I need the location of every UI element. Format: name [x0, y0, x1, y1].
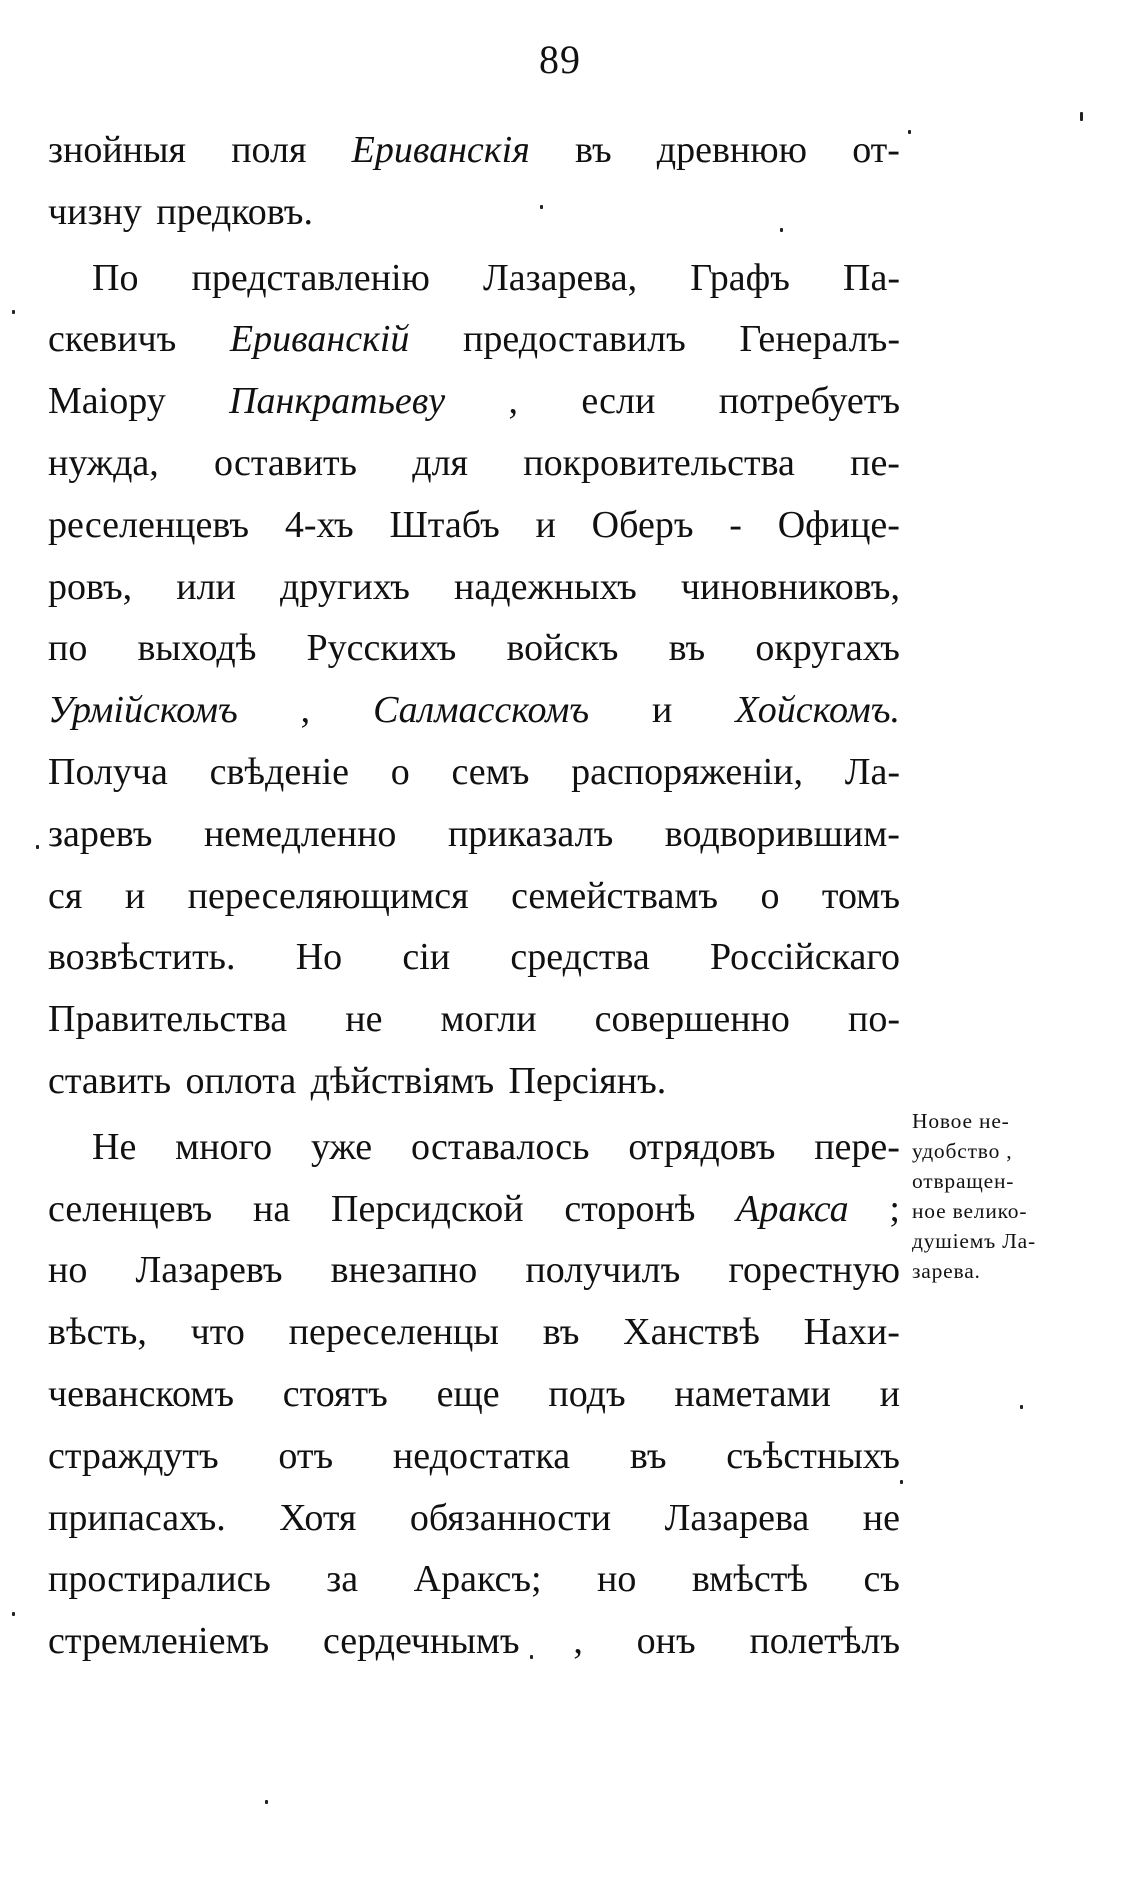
text-line [48, 495, 900, 557]
word: съѣстныхъ [726, 1434, 900, 1477]
word: Графъ [690, 256, 790, 299]
word: потребуетъ [718, 380, 900, 423]
text-line [48, 1240, 900, 1302]
text-line [48, 680, 900, 742]
print-speck [265, 1800, 268, 1804]
word: въ [542, 1311, 580, 1354]
word: войскъ [506, 627, 619, 670]
word: предоставилъ [463, 318, 686, 361]
word: или [176, 565, 236, 608]
word: внезапно [330, 1249, 478, 1292]
word: переселенцы [288, 1311, 499, 1354]
word: подъ [548, 1372, 626, 1415]
word: Персіянъ. [508, 1059, 667, 1102]
print-speck [780, 228, 783, 232]
word: обязанности [409, 1496, 612, 1539]
print-speck [900, 1480, 903, 1484]
word: Оберъ [591, 503, 694, 546]
word: и [879, 1372, 900, 1415]
word: полетѣлъ [749, 1620, 900, 1663]
word: Штабъ [389, 503, 500, 546]
word: семъ [451, 750, 530, 793]
italic-word: Ериванскій [229, 318, 410, 361]
word: за [326, 1558, 359, 1601]
word: покровительства [523, 441, 795, 484]
word: Лазаревъ [135, 1249, 283, 1292]
word: если [581, 380, 656, 423]
print-speck [1020, 1405, 1023, 1409]
word: Ханствѣ [623, 1311, 760, 1354]
word: свѣденіе [209, 750, 350, 793]
word: въ [668, 627, 706, 670]
margin-note-line: Новое не- [912, 1109, 1010, 1133]
word: ровъ, [48, 565, 133, 608]
word: томъ [821, 874, 900, 917]
text-line [48, 182, 900, 244]
word: уже [311, 1125, 373, 1168]
word: средства [510, 936, 650, 979]
text-line [48, 1179, 900, 1241]
word: о [760, 874, 780, 917]
word: въ [574, 129, 612, 171]
text-line [48, 1364, 900, 1426]
word: переселяющимся [187, 874, 469, 917]
word: могли [440, 998, 537, 1041]
word: Маіору [48, 380, 166, 423]
text-line [48, 1426, 900, 1488]
margin-note [912, 1106, 1112, 1286]
print-speck [36, 845, 39, 849]
word: еще [436, 1372, 500, 1415]
word: и [535, 503, 556, 546]
word: округахъ [755, 627, 900, 670]
text-line [48, 927, 900, 989]
word: селенцевъ [48, 1187, 213, 1230]
word: наметами [674, 1372, 831, 1415]
italic-word: Панкратьеву [229, 380, 446, 423]
word: для [412, 441, 469, 484]
text-line [48, 804, 900, 866]
margin-note-line: зарева. [912, 1259, 981, 1283]
word: распоряженіи, [571, 750, 803, 793]
word: древнюю [656, 129, 808, 171]
word: вмѣстѣ [691, 1558, 808, 1601]
word: что [190, 1311, 245, 1354]
margin-note-line: ное велико- [912, 1199, 1028, 1223]
word: возвѣстить. [48, 936, 236, 979]
print-speck [908, 130, 911, 134]
word: , [508, 380, 518, 423]
word: оплота [185, 1059, 297, 1102]
word: съ [863, 1558, 900, 1601]
word: приказалъ [447, 812, 614, 855]
italic-word: Хойскомъ. [735, 689, 900, 732]
text-line [48, 433, 900, 495]
word: водворившим- [664, 812, 900, 855]
word: , [573, 1620, 583, 1663]
margin-note-line: отвращен- [912, 1169, 1015, 1193]
word: сіи [402, 936, 451, 979]
word: предковъ. [156, 190, 313, 233]
word: Но [295, 936, 343, 979]
italic-word: Ериванскія [351, 129, 530, 171]
word: Получа [48, 750, 168, 793]
page-number: 89 [539, 37, 581, 82]
italic-word: Аракса [736, 1187, 849, 1230]
word: въ [629, 1434, 667, 1477]
word: Правительства [48, 998, 288, 1041]
word: вѣсть, [48, 1311, 147, 1354]
word: другихъ [279, 565, 410, 608]
word: Россійскаго [709, 936, 900, 979]
text-line [48, 618, 900, 680]
text-line [48, 1117, 900, 1179]
word: отъ [278, 1434, 334, 1477]
word: заревъ [48, 812, 153, 855]
word: - [729, 503, 742, 546]
word: и [652, 689, 673, 732]
word: оставить [214, 441, 357, 484]
word: надежныхъ [454, 565, 637, 608]
word: Лазарева, [482, 256, 638, 299]
word: припасахъ. [48, 1496, 226, 1539]
word: По [92, 256, 139, 299]
word: немедленно [203, 812, 397, 855]
word: Па- [843, 256, 900, 299]
word: по [48, 627, 88, 670]
text-line [48, 742, 900, 804]
word: Генералъ- [739, 318, 900, 361]
word: сторонѣ [564, 1187, 696, 1230]
text-line [48, 371, 900, 433]
body-text [48, 120, 900, 1673]
word: простирались [48, 1558, 271, 1601]
word: реселенцевъ [48, 503, 250, 546]
italic-word: Салмасскомъ [373, 689, 590, 732]
word: Не [92, 1125, 137, 1168]
print-speck [12, 1612, 15, 1616]
text-line [48, 1302, 900, 1364]
word: Лазарева [664, 1496, 810, 1539]
word: горестную [728, 1249, 900, 1292]
word: на [253, 1187, 291, 1230]
print-speck [12, 310, 15, 314]
word: Хотя [279, 1496, 357, 1539]
word: много [175, 1125, 273, 1168]
word: отрядовъ [628, 1125, 776, 1168]
word: не [862, 1496, 900, 1539]
word: ; [889, 1187, 900, 1230]
print-speck [540, 205, 543, 209]
word: страждутъ [48, 1434, 219, 1477]
word: нужда, [48, 441, 159, 484]
word: чеванскомъ [48, 1372, 234, 1415]
italic-word: Урмійскомъ [48, 689, 238, 732]
word: сердечнымъ [322, 1620, 520, 1663]
word: , [300, 689, 311, 732]
word: чизну [48, 190, 142, 233]
text-line [48, 557, 900, 619]
word: по- [848, 998, 900, 1041]
text-line [48, 1611, 900, 1673]
word: но [597, 1558, 637, 1601]
text-line [48, 1051, 900, 1113]
text-line [48, 309, 900, 371]
text-line [48, 989, 900, 1051]
word: Араксъ; [413, 1558, 542, 1601]
word: чиновниковъ, [680, 565, 900, 608]
word: стоятъ [282, 1372, 388, 1415]
text-line [48, 866, 900, 928]
word: 4-хъ [284, 503, 354, 546]
word: но [48, 1249, 88, 1292]
margin-note-line: душіемъ Ла- [912, 1229, 1036, 1253]
text-line [48, 1549, 900, 1611]
text-line [48, 248, 900, 310]
text-line [48, 120, 900, 182]
print-speck [1080, 112, 1083, 121]
word: получилъ [525, 1249, 681, 1292]
word: поля [231, 129, 307, 171]
word: Ла- [844, 750, 900, 793]
margin-note-line: удобство , [912, 1139, 1013, 1163]
word: не [345, 998, 383, 1041]
word: Офице- [777, 503, 900, 546]
word: скевичъ [48, 318, 177, 361]
word: стремленіемъ [48, 1620, 270, 1663]
word: Нахи- [803, 1311, 900, 1354]
word: оставалось [411, 1125, 590, 1168]
word: Русскихъ [306, 627, 457, 670]
word: совершенно [594, 998, 790, 1041]
word: Персидской [331, 1187, 524, 1230]
print-speck [530, 1655, 533, 1659]
word: представленію [191, 256, 430, 299]
word: и [124, 874, 146, 917]
word: от- [852, 129, 900, 171]
word: пере- [814, 1125, 900, 1168]
word: знойныя [48, 129, 187, 171]
word: недостатка [392, 1434, 571, 1477]
word: о [390, 750, 410, 793]
word: ставить [48, 1059, 172, 1102]
word: выходѣ [137, 627, 257, 670]
word: пе- [850, 441, 900, 484]
text-line [48, 1488, 900, 1550]
word: семействамъ [511, 874, 719, 917]
word: дѣйствіямъ [310, 1059, 495, 1102]
word: онъ [636, 1620, 696, 1663]
word: ся [48, 874, 83, 917]
